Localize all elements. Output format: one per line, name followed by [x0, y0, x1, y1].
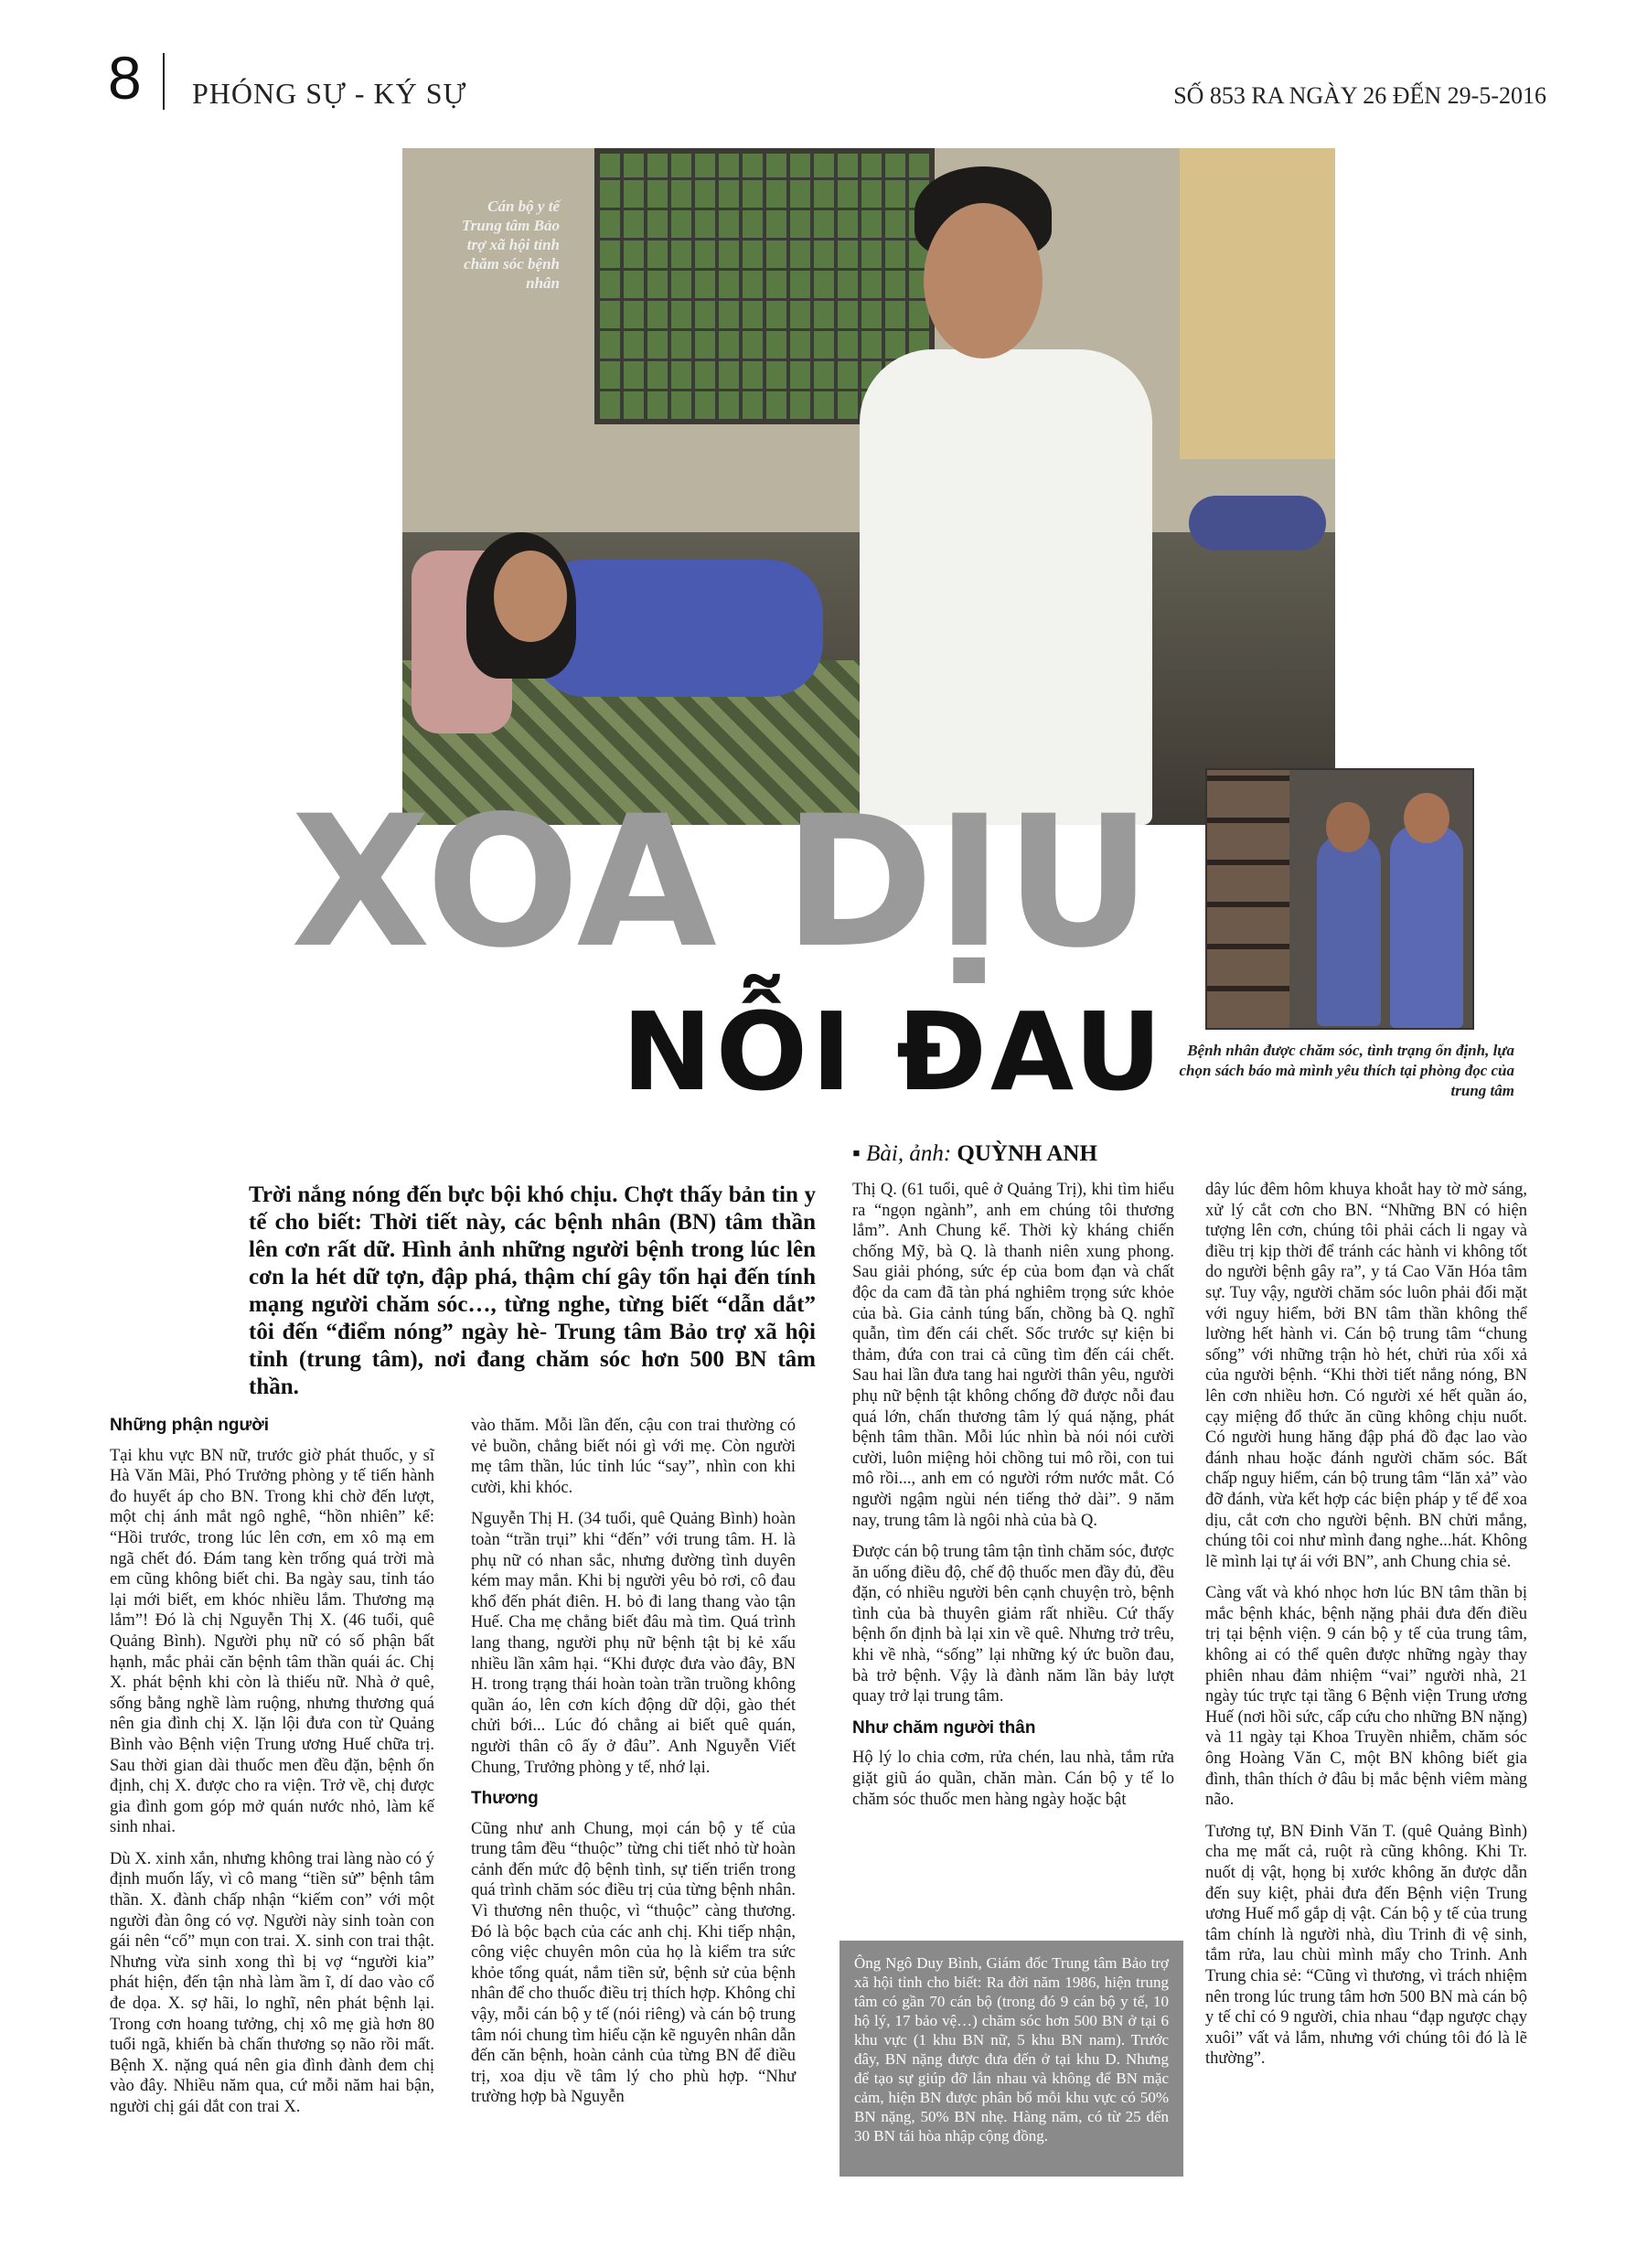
- header-divider: [163, 53, 165, 110]
- page-number: 8: [108, 44, 142, 112]
- paragraph: Được cán bộ trung tâm tận tình chăm sóc, được ăn uống điều độ, chế độ thuốc men đầy đủ, đều đặn, có nhiều người bên cạnh chuyện trò, bệnh tình của bà thuyên giảm rất nhiều. Cứ thấy bệnh ổn định bà lại xin về quê. Nhưng trở trêu, khi về nhà, “sống” lại những ký ức buồn đau, bà trở bệnh. Vậy là đành năm lần bảy lượt quay trở lại trung tâm.: [852, 1543, 1174, 1706]
- lead-paragraph: Trời nắng nóng đến bực bội khó chịu. Chợt thấy bản tin y tế cho biết: Thời tiết này, các bệnh nhân (BN) tâm thần lên cơn rất dữ. Hình ảnh những người bệnh trong lúc lên cơn la hét dữ tợn, đập phá, thậm chí gây tổn hại đến tính mạng người chăm sóc…, từng nghe, từng biết “dẫn dắt” tôi đến “điểm nóng” ngày hè- Trung tâm Bảo trợ xã hội tỉnh (trung tâm), nơi đang chăm sóc hơn 500 BN tâm thần.: [249, 1182, 816, 1399]
- side-photo-caption: Bệnh nhân được chăm sóc, tình trạng ổn định, lựa chọn sách báo mà mình yêu thích tại phòng đọc của trung tâm: [1179, 1042, 1514, 1099]
- byline: ▪ Bài, ảnh: QUỲNH ANH: [852, 1141, 1097, 1166]
- subheading: Thương: [471, 1789, 539, 1809]
- byline-author: QUỲNH ANH: [957, 1141, 1097, 1166]
- issue-date: SỐ 853 RA NGÀY 26 ĐẾN 29-5-2016: [1173, 82, 1546, 109]
- paragraph: Thị Q. (61 tuổi, quê ở Quảng Trị), khi tìm hiểu ra “ngọn ngành”, anh em chúng tôi thương lắm”. Anh Chung kể. Thời kỳ kháng chiến chống Mỹ, bà Q. là thanh niên xung phong. Sau giải phóng, sức ép của bom đạn và chất độc da cam đã tàn phá nghiêm trọng sức khỏe của bà. Gia cảnh túng bấn, chồng bà Q. nghĩ quẫn, tìm đến cái chết. Sốc trước sự kiện bi thảm, đứa con trai cả cũng tìm đến cái chết. Sau hai lần đưa tang hai người thân yêu, người phụ nữ bệnh tật không chống đỡ được nỗi đau quá lớn, chấn thương tâm lý quá nặng, phát bệnh tâm thần. Mỗi lúc nhìn bà nói nói cười cười, luôn miệng hỏi chồng tui mô rồi, con tui mô rồi..., anh em có người rớm nước mắt. Có người ngậm ngùi nén tiếng thở dài”. 9 năm nay, trung tâm là ngôi nhà của bà Q.: [852, 1181, 1174, 1530]
- side-photo: [1205, 768, 1474, 1030]
- article-column-3: [852, 1180, 1174, 1821]
- paragraph: Tương tự, BN Đinh Văn T. (quê Quảng Bình) cha mẹ mất cả, ruột rà cũng không. Khi Tr. nuốt dị vật, họng bị xước không ăn được dẫn đến suy kiệt, phải đưa đến Bệnh viện Trung ương Huế mổ gắp dị vật. Cán bộ y tế của trung tâm chính là người nhà, dìu Trinh đi vệ sinh, tắm rửa, lau chùi mình mẩy cho Trinh. Anh Trung chia sẻ: “Cũng vì thương, vì trách nhiệm nên trong lúc trung tâm hơn 500 BN mà cán bộ y tế chỉ có 9 người, chia nhau “đạp ngược chạy xuôi” vất vả lắm, nhưng với chúng tôi đó là lẽ thường”.: [1205, 1822, 1527, 2069]
- headline-line2: NỖI ĐAU: [622, 989, 1166, 1115]
- article-column-2: [471, 1416, 796, 2119]
- paragraph: Cũng như anh Chung, mọi cán bộ y tế của trung tâm đều “thuộc” từng chi tiết nhỏ từ hoàn cảnh đến mức độ bệnh tình, sự tiến triển trong quá trình chăm sóc điều trị của từng bệnh nhân. Vì thương nên thuộc, vì “thuộc” càng thương. Đó là bộc bạch của các anh chị. Khi tiếp nhận, công việc chuyên môn của họ là kiểm tra sức khỏe tổng quát, nắm tiền sử, bệnh sử của bệnh nhân để cho thuốc điều trị thích hợp. Không chỉ vậy, mỗi cán bộ y tế (nói riêng) và cán bộ trung tâm nói chung tìm hiểu cặn kẽ nguyên nhân dẫn đến căn bệnh, hoàn cảnh của từng BN để điều trị, xoa dịu về tâm lý cho phù hợp. “Như trường hợp bà Nguyễn: [471, 1819, 797, 2107]
- paragraph: Dù X. xinh xắn, nhưng không trai làng nào có ý định muốn lấy, vì cô mang “tiền sử” bệnh tâm thần. X. đành chấp nhận “kiếm con” với một người đàn ông có vợ. Người này sinh toàn con gái nên “cố” mụn con trai. X. sinh con trai thật. Nhưng vừa sinh xong thì bị vợ “người kia” phát hiện, đến tận nhà làm ầm ĩ, dí dao vào cổ đe dọa. X. sợ hãi, lo nghĩ, nên phát bệnh lại. Trong cơn hoang tưởng, chị xô mẹ già hơn 80 tuổi ngã, khiến bà chấn thương sọ não rồi mất. Bệnh X. nặng quá nên gia đình đành đem chị vào đây. Nhiều năm qua, cứ mỗi năm hai bận, người chị gái dắt con trai X.: [110, 1849, 434, 2116]
- paragraph: vào thăm. Mỗi lần đến, cậu con trai thường có vẻ buồn, chẳng biết nói gì với mẹ. Còn người mẹ tâm thần, lúc tỉnh lúc “say”, nhìn con khi cười, khi khóc.: [471, 1417, 796, 1497]
- paragraph: Nguyễn Thị H. (34 tuổi, quê Quảng Bình) hoàn toàn “trần trụi” khi “đến” với trung tâm. H. là phụ nữ có nhan sắc, nhưng đường tình duyên kém may mắn. Khi bị người yêu bỏ rơi, cô đau khổ đến phát điên. H. bỏ đi lang thang vào tận Huế. Cha mẹ chẳng biết đâu mà tìm. Quá trình lang thang, người phụ nữ bệnh tật bị kẻ xấu nhiều lần xâm hại. “Khi được đưa vào đây, BN H. trong trạng thái hoàn toàn trần truồng không quần áo, lên cơn kích động dữ dội, gào thét chửi bới... Lúc đó chẳng ai biết quê quán, người thân cô ấy ở đâu”. Anh Nguyễn Viết Chung, Trưởng phòng y tế, nhớ lại.: [471, 1510, 796, 1777]
- article-column-4: [1205, 1180, 1527, 2081]
- paragraph: Tại khu vực BN nữ, trước giờ phát thuốc, y sĩ Hà Văn Mãi, Phó Trưởng phòng y tế tiến hành đo huyết áp cho BN. Trong khi chờ đến lượt, một chị ánh mắt ngô nghê, “hồn nhiên” kể: “Hồi trước, trong lúc lên cơn, em xô mạ em ngã chết đó. Đám tang kèn trống quá trời mà em cũng không biết chi. Ba ngày sau, tỉnh táo lại mới biết, em khóc nhiều lắm. Thương mạ lắm”! Đó là chị Nguyễn Thị X. (46 tuổi, quê Quảng Bình). Người phụ nữ có số phận bất hạnh, mắc phải căn bệnh tâm thần quái ác. Chị X. phát bệnh khi còn là thiếu nữ. Nhà ở quê, sống bằng nghề làm ruộng, nhưng thương quá nên gia đình chị X. lặn lội đưa con từ Quảng Bình vào Bệnh viện Trung ương Huế chữa trị. Sau thời gian dài thuốc men đều đặn, bệnh ổn định, chị X. được cho ra viện. Trở về, chị được gia đình gom góp mở quán nước nhỏ, làm kế sinh nhai.: [110, 1446, 434, 1837]
- paragraph: dây lúc đêm hôm khuya khoắt hay tờ mờ sáng, xử lý cắt cơn cho BN. “Những BN có hiện tượng lên cơn, chúng tôi phải cách li ngay và điều trị kịp thời để tránh các hành vi không tốt do người bệnh gây ra”, y tá Cao Văn Hóa tâm sự. Tuy vậy, người chăm sóc luôn phải đối mặt với nguy hiểm, bởi BN tâm thần không thể lường hết hành vi. Cán bộ trung tâm “chung sống” với những trận hò hét, chửi rủa xối xả của người bệnh. “Khi thời tiết nắng nóng, BN lên cơn nhiều hơn. Có người xé hết quần áo, cạy miệng đổ thức ăn cũng không chịu nuốt. Có người hung hăng đập phá đồ đạc lao vào đánh nhau hoặc đánh người chăm sóc. Bất chấp nguy hiểm, cán bộ trung tâm “lăn xả” vào đỡ đánh, vừa kết hợp các biện pháp y tế để xoa dịu, cắt cơn cho người bệnh. BN chửi mắng, chúng tôi coi như mình đang nghe...hát. Không lẽ mình lại tự ái với BN”, anh Chung chia sẻ.: [1205, 1181, 1527, 1571]
- subheading: Những phận người: [110, 1416, 269, 1435]
- paragraph: Hộ lý lo chia cơm, rửa chén, lau nhà, tắm rửa giặt giũ áo quần, chăn màn. Cán bộ y tế lo chăm sóc thuốc men hàng ngày hoặc bật: [852, 1749, 1174, 1809]
- article-column-1: [110, 1416, 434, 2129]
- section-title: PHÓNG SỰ - KÝ SỰ: [192, 77, 467, 110]
- subheading: Như chăm người thân: [852, 1717, 1036, 1738]
- main-photo-caption: Cán bộ y tế Trung tâm Bảo trợ xã hội tỉnh chăm sóc bệnh nhân: [461, 198, 560, 292]
- byline-label: Bài, ảnh:: [866, 1141, 952, 1166]
- paragraph: Càng vất và khó nhọc hơn lúc BN tâm thần bị mắc bệnh khác, bệnh nặng phải đưa đến điều trị tại bệnh viện. 9 cán bộ y tế của trung tâm, không ai có thể quên được những ngày thay phiên nhau đảm nhiệm “vai” người nhà, 21 ngày túc trực tại tầng 6 Bệnh viện Trung ương Huế (nơi hồi sức, cấp cứu cho những BN nặng) và 11 ngày tại Khoa Truyền nhiễm, chăm sóc ông Hoàng Văn C, một BN không biết gia đình, thân thích ở đâu bị mắc bệnh viêm màng não.: [1205, 1584, 1527, 1810]
- info-boxout: Ông Ngô Duy Bình, Giám đốc Trung tâm Bảo trợ xã hội tỉnh cho biết: Ra đời năm 1986, hiện trung tâm có gần 70 cán bộ (trong đó 9 cán bộ y tế, 10 hộ lý, 17 bảo vệ…) chăm sóc hơn 500 BN ở tại 6 khu vực (1 khu BN nữ, 5 khu BN nam). Trước đây, BN nặng được đưa đến ở tại khu D. Nhưng để tạo sự giúp đỡ lẫn nhau và không để BN mặc cảm, hiện BN được phân bổ mỗi khu vực có 50% BN nặng, 50% BN nhẹ. Hàng năm, có từ 25 đến 30 BN tái hòa nhập cộng đồng.: [840, 1941, 1183, 2177]
- headline-line1: XOA DỊU: [291, 776, 1154, 988]
